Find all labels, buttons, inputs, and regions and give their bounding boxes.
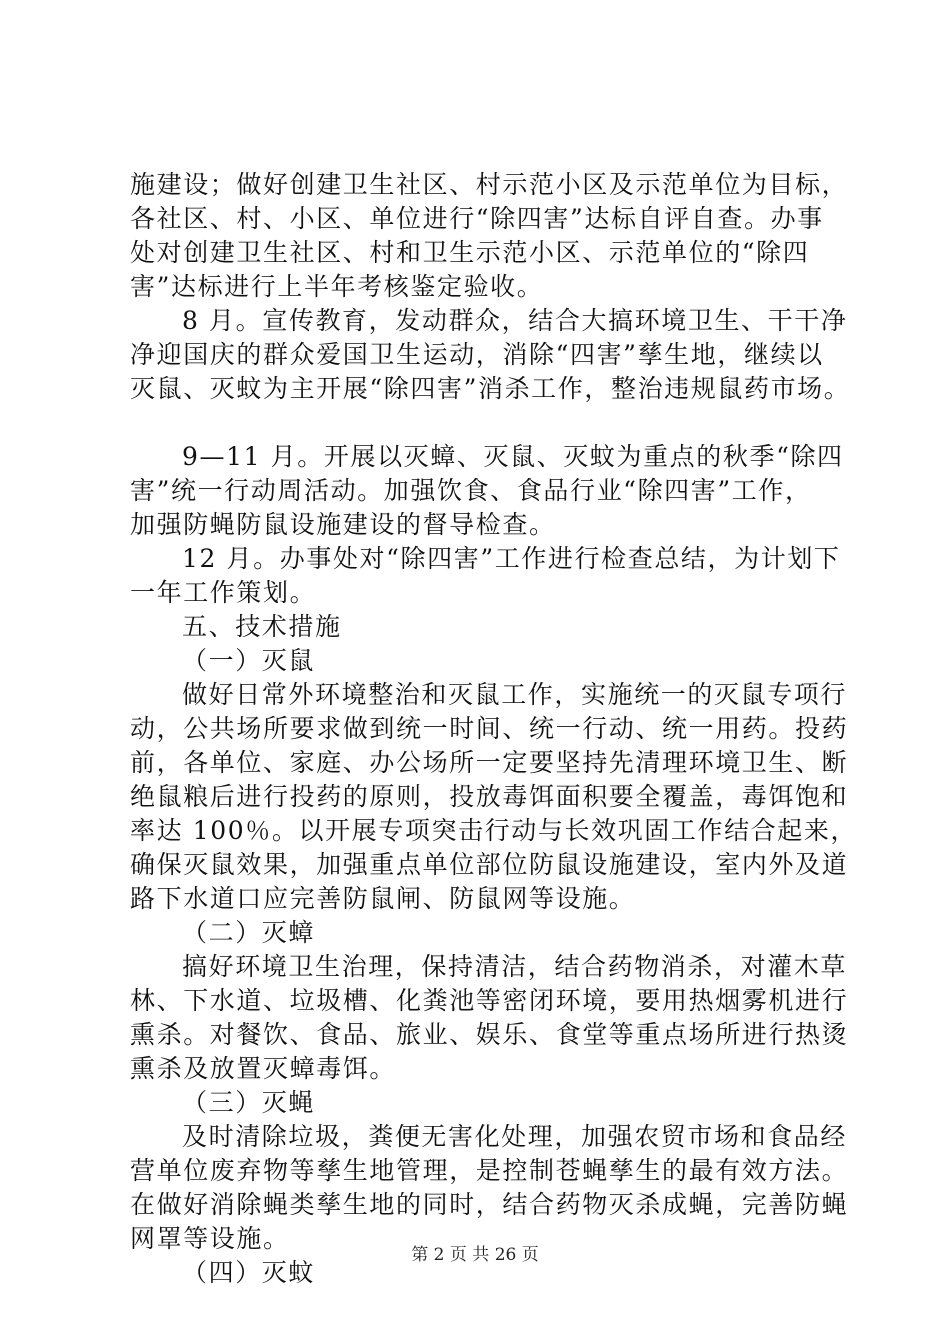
page-footer: 第 2 页 共 26 页 xyxy=(411,1245,539,1265)
paragraph-gap xyxy=(130,406,850,440)
subsection-heading: （二）灭蟑 xyxy=(182,918,316,947)
subsection-heading: （一）灭鼠 xyxy=(182,646,316,675)
text-line: 9—11 月。开展以灭蟑、灭鼠、灭蚊为重点的秋季“除四 xyxy=(182,442,844,471)
text-line: 8 月。宣传教育，发动群众，结合大搞环境卫生、干干净 xyxy=(182,306,848,335)
text-line: 熏杀。对餐饮、食品、旅业、娱乐、食堂等重点场所进行热烫 xyxy=(130,1020,849,1049)
text-line: 确保灭鼠效果，加强重点单位部位防鼠设施建设，室内外及道 xyxy=(130,850,849,879)
text-line: 净迎国庆的群众爱国卫生运动，消除“四害”孳生地，继续以 xyxy=(130,340,824,369)
text-line: 12 月。办事处对“除四害”工作进行检查总结，为计划下 xyxy=(182,544,841,573)
text-line: 施建设；做好创建卫生社区、村示范小区及示范单位为目标， xyxy=(130,170,849,199)
text-line: 处对创建卫生社区、村和卫生示范小区、示范单位的“除四 xyxy=(130,238,810,267)
text-line: 及时清除垃圾，粪便无害化处理，加强农贸市场和食品经 xyxy=(182,1122,848,1151)
document-body xyxy=(130,168,858,1290)
text-line: 林、下水道、垃圾槽、化粪池等密闭环境，要用热烟雾机进行 xyxy=(130,986,849,1015)
section-heading: 五、技术措施 xyxy=(182,612,342,641)
text-line: 绝鼠粮后进行投药的原则，投放毒饵面积要全覆盖，毒饵饱和 xyxy=(130,782,849,811)
text-line: 做好日常外环境整治和灭鼠工作，实施统一的灭鼠专项行 xyxy=(182,680,848,709)
text-line: 加强防蝇防鼠设施建设的督导检查。 xyxy=(130,510,556,539)
text-line: 营单位废弃物等孳生地管理，是控制苍蝇孳生的最有效方法。 xyxy=(130,1156,849,1185)
text-line: 灭鼠、灭蚊为主开展“除四害”消杀工作，整治违规鼠药市场。 xyxy=(130,374,851,403)
subsection-heading: （四）灭蚊 xyxy=(182,1258,316,1287)
text-line: 害”统一行动周活动。加强饮食、食品行业“除四害”工作， xyxy=(130,476,812,505)
text-line: 动，公共场所要求做到统一时间、统一行动、统一用药。投药 xyxy=(130,714,849,743)
text-line: 在做好消除蝇类孳生地的同时，结合药物灭杀成蝇，完善防蝇 xyxy=(130,1190,849,1219)
text-line: 前，各单位、家庭、办公场所一定要坚持先清理环境卫生、断 xyxy=(130,748,849,777)
text-line: 率达 100％。以开展专项突击行动与长效巩固工作结合起来， xyxy=(130,816,858,845)
subsection-heading: （三）灭蝇 xyxy=(182,1088,316,1117)
text-line: 网罩等设施。 xyxy=(130,1224,290,1253)
text-line: 一年工作策划。 xyxy=(130,578,317,607)
text-line: 各社区、村、小区、单位进行“除四害”达标自评自查。办事 xyxy=(130,204,824,233)
text-line: 害”达标进行上半年考核鉴定验收。 xyxy=(130,272,544,301)
text-line: 熏杀及放置灭蟑毒饵。 xyxy=(130,1054,397,1083)
text-line: 搞好环境卫生治理，保持清洁，结合药物消杀，对灌木草 xyxy=(182,952,848,981)
text-line: 路下水道口应完善防鼠闸、防鼠网等设施。 xyxy=(130,884,636,913)
